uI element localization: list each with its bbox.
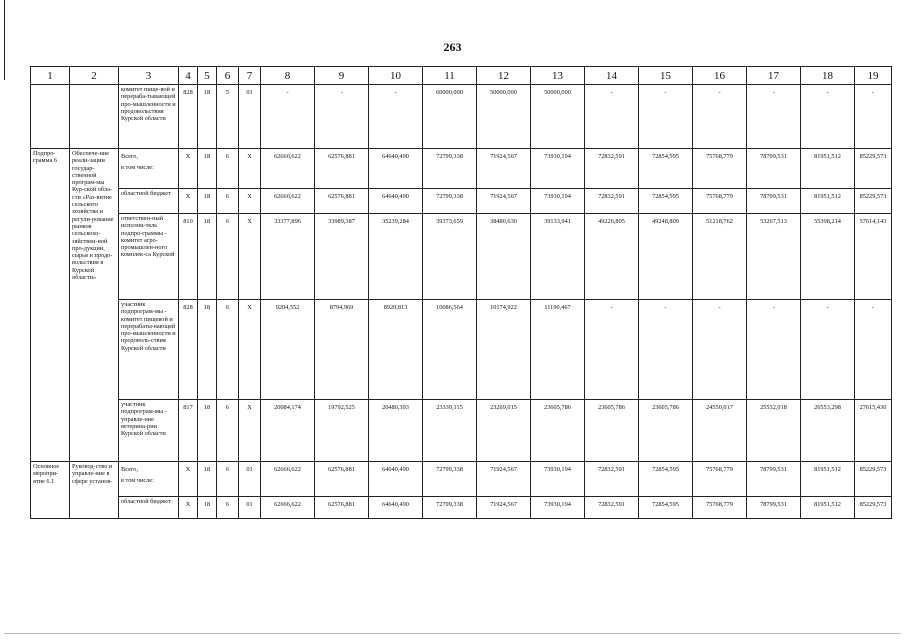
table-cell: комитет пище-вой и перераба-тывающей про-мышленности и продовольствия Курской области bbox=[119, 85, 179, 149]
table-cell: 828 bbox=[179, 85, 198, 149]
table-cell: 85229,573 bbox=[855, 189, 892, 214]
table-cell: 33989,387 bbox=[315, 214, 369, 300]
table-cell: 72854,595 bbox=[639, 462, 693, 497]
table-cell: 57614,143 bbox=[855, 214, 892, 300]
col-header-9: 9 bbox=[315, 67, 369, 85]
table-cell: 6 bbox=[217, 189, 239, 214]
table-cell: 8920,813 bbox=[369, 300, 423, 400]
table-cell: 72854,595 bbox=[639, 497, 693, 519]
table-cell: 20084,174 bbox=[261, 400, 315, 462]
col-header-18: 18 bbox=[801, 67, 855, 85]
table-cell: 62576,881 bbox=[315, 497, 369, 519]
table-cell: - bbox=[639, 300, 693, 400]
table-cell: 810 bbox=[179, 214, 198, 300]
table-cell: 72799,338 bbox=[423, 497, 477, 519]
table-cell: Обеспече-ние реали-зации государ-ственной програм-мы Кур-ской обла-сти «Раз-витие сельского хозяйства и регули-рование рынков сельскохо-зяйствен-ной про-дукции, сырья и продо-вольствия в Курской области» bbox=[70, 149, 119, 462]
col-header-10: 10 bbox=[369, 67, 423, 85]
table-cell: 23339,115 bbox=[423, 400, 477, 462]
total-label: Всего, bbox=[121, 153, 139, 160]
table-cell: 9204,552 bbox=[261, 300, 315, 400]
table-cell: - bbox=[369, 85, 423, 149]
col-header-12: 12 bbox=[477, 67, 531, 85]
table-cell: областной бюджет bbox=[119, 497, 179, 519]
table-cell: 75768,779 bbox=[693, 462, 747, 497]
table-cell: 72832,591 bbox=[585, 497, 639, 519]
col-header-8: 8 bbox=[261, 67, 315, 85]
table-cell: 62576,881 bbox=[315, 462, 369, 497]
table-cell: 78799,531 bbox=[747, 189, 801, 214]
table-cell: - bbox=[747, 300, 801, 400]
column-number-row bbox=[31, 67, 892, 85]
table-cell: X bbox=[179, 189, 198, 214]
table-row bbox=[31, 189, 892, 214]
col-header-3: 3 bbox=[119, 67, 179, 85]
table-cell: 73930,194 bbox=[531, 189, 585, 214]
table-cell: 62576,881 bbox=[315, 149, 369, 189]
table-cell: 50000,000 bbox=[531, 85, 585, 149]
including-label: в том числе: bbox=[121, 477, 154, 485]
table-cell: областной бюджет bbox=[119, 189, 179, 214]
table-cell: ответствен-ный исполни-тель подпро-граммы - комитет агро-промышлен-ного комплек-са Курской bbox=[119, 214, 179, 300]
table-cell: - bbox=[801, 85, 855, 149]
table-cell: 85229,573 bbox=[855, 149, 892, 189]
table-cell: 81951,512 bbox=[801, 189, 855, 214]
col-header-6: 6 bbox=[217, 67, 239, 85]
table-cell: 71924,567 bbox=[477, 497, 531, 519]
table-cell: 64640,490 bbox=[369, 462, 423, 497]
col-header-16: 16 bbox=[693, 67, 747, 85]
table-cell: 11190,467 bbox=[531, 300, 585, 400]
col-header-19: 19 bbox=[855, 67, 892, 85]
table-cell: 23605,786 bbox=[531, 400, 585, 462]
table-cell: - bbox=[261, 85, 315, 149]
table-cell: 6 bbox=[217, 497, 239, 519]
table-cell: 75768,779 bbox=[693, 189, 747, 214]
col-header-5: 5 bbox=[198, 67, 217, 85]
table-cell: 8794,969 bbox=[315, 300, 369, 400]
table-cell: 71924,567 bbox=[477, 462, 531, 497]
table-cell: 78799,531 bbox=[747, 462, 801, 497]
table-cell: 49248,809 bbox=[639, 214, 693, 300]
table-cell: 18 bbox=[198, 149, 217, 189]
table-cell: 73930,194 bbox=[531, 462, 585, 497]
table-cell: 01 bbox=[239, 85, 261, 149]
table-cell: 71924,567 bbox=[477, 149, 531, 189]
table-cell: 38480,630 bbox=[477, 214, 531, 300]
table-cell: 62666,622 bbox=[261, 149, 315, 189]
table-cell: 6 bbox=[217, 300, 239, 400]
table-cell: 85229,573 bbox=[855, 462, 892, 497]
table-cell: 20480,393 bbox=[369, 400, 423, 462]
table-cell: X bbox=[239, 214, 261, 300]
table-cell: 24550,017 bbox=[693, 400, 747, 462]
table-cell: 10086,564 bbox=[423, 300, 477, 400]
table-cell: 81951,512 bbox=[801, 462, 855, 497]
table-cell: 72799,338 bbox=[423, 149, 477, 189]
table-cell: Основное меропри-ятие 6.1 bbox=[31, 462, 70, 519]
table-cell: 62666,622 bbox=[261, 189, 315, 214]
table-cell: 72799,338 bbox=[423, 462, 477, 497]
table-cell: 55398,214 bbox=[801, 214, 855, 300]
table-cell: - bbox=[315, 85, 369, 149]
table-cell: 72799,338 bbox=[423, 189, 477, 214]
table-cell: 18 bbox=[198, 497, 217, 519]
table-row bbox=[31, 214, 892, 300]
table-cell: X bbox=[179, 462, 198, 497]
table-cell bbox=[119, 462, 179, 497]
table-cell: Подпро-грамма 6 bbox=[31, 149, 70, 462]
table-row bbox=[31, 300, 892, 400]
including-label: в том числе: bbox=[121, 164, 154, 172]
table-cell: 01 bbox=[239, 462, 261, 497]
col-header-11: 11 bbox=[423, 67, 477, 85]
table-cell bbox=[119, 149, 179, 189]
table-cell: 5 bbox=[217, 85, 239, 149]
table-cell: 81951,512 bbox=[801, 149, 855, 189]
table-cell: 23269,015 bbox=[477, 400, 531, 462]
table-row bbox=[31, 85, 892, 149]
table-cell: 64640,490 bbox=[369, 189, 423, 214]
table-cell: 39373,659 bbox=[423, 214, 477, 300]
table-cell: 53267,513 bbox=[747, 214, 801, 300]
table-row bbox=[31, 497, 892, 519]
col-header-14: 14 bbox=[585, 67, 639, 85]
col-header-7: 7 bbox=[239, 67, 261, 85]
table-cell: - bbox=[855, 85, 892, 149]
table-cell: 18 bbox=[198, 189, 217, 214]
table-row bbox=[31, 149, 892, 189]
table-row bbox=[31, 400, 892, 462]
table-cell: 75768,779 bbox=[693, 149, 747, 189]
table-cell: - bbox=[585, 300, 639, 400]
table-cell: 19792,525 bbox=[315, 400, 369, 462]
table-cell: 73930,194 bbox=[531, 497, 585, 519]
table-cell: 64640,490 bbox=[369, 149, 423, 189]
table-cell: 6 bbox=[217, 462, 239, 497]
col-header-1: 1 bbox=[31, 67, 70, 85]
table-cell: X bbox=[239, 149, 261, 189]
table-cell: Руковод-ство и управле-ние в сфере установ- bbox=[70, 462, 119, 519]
scan-artifact-line bbox=[4, 633, 901, 634]
table-cell: 35239,284 bbox=[369, 214, 423, 300]
col-header-2: 2 bbox=[70, 67, 119, 85]
table-cell: X bbox=[239, 300, 261, 400]
table-cell: 64640,490 bbox=[369, 497, 423, 519]
table-cell: X bbox=[239, 400, 261, 462]
table-cell: - bbox=[693, 300, 747, 400]
table-cell: 18 bbox=[198, 214, 217, 300]
table-cell: 75768,779 bbox=[693, 497, 747, 519]
table-cell: 23605,786 bbox=[639, 400, 693, 462]
table-cell: 18 bbox=[198, 462, 217, 497]
table-cell: 817 bbox=[179, 400, 198, 462]
table-cell: 78799,531 bbox=[747, 149, 801, 189]
table-cell: 6 bbox=[217, 149, 239, 189]
table-cell: 33377,896 bbox=[261, 214, 315, 300]
table-cell: 72832,591 bbox=[585, 462, 639, 497]
table-cell: 10174,922 bbox=[477, 300, 531, 400]
table-cell: - bbox=[693, 85, 747, 149]
col-header-17: 17 bbox=[747, 67, 801, 85]
table-cell: 23605,786 bbox=[585, 400, 639, 462]
table-cell bbox=[31, 85, 70, 149]
table-cell: 6 bbox=[217, 400, 239, 462]
table-cell: 72854,595 bbox=[639, 149, 693, 189]
table-cell: 51218,762 bbox=[693, 214, 747, 300]
table-cell: X bbox=[179, 497, 198, 519]
table-cell: 25532,018 bbox=[747, 400, 801, 462]
table-cell: 60000,000 bbox=[423, 85, 477, 149]
table-cell: 85229,573 bbox=[855, 497, 892, 519]
table-cell: 81951,512 bbox=[801, 497, 855, 519]
page-number: 263 bbox=[443, 40, 462, 54]
table-cell: 78799,531 bbox=[747, 497, 801, 519]
table-cell: участник подпрограм-мы - управле-ние ветерина-рии Курской области bbox=[119, 400, 179, 462]
table-cell: - bbox=[855, 300, 892, 400]
table-row bbox=[31, 462, 892, 497]
table-cell: 18 bbox=[198, 85, 217, 149]
table-cell bbox=[70, 85, 119, 149]
total-label: Всего, bbox=[121, 466, 139, 473]
col-header-15: 15 bbox=[639, 67, 693, 85]
table-cell: 62666,622 bbox=[261, 497, 315, 519]
table-cell: 72832,591 bbox=[585, 149, 639, 189]
table-cell: участник подпрограм-мы - комитет пищевой и перерабаты-вающей про-мышленности и продоволь-ствия Курской области bbox=[119, 300, 179, 400]
table-cell: 26553,298 bbox=[801, 400, 855, 462]
table-cell: X bbox=[179, 149, 198, 189]
table-cell: - bbox=[639, 85, 693, 149]
table-cell: 49226,805 bbox=[585, 214, 639, 300]
table-cell: 27615,430 bbox=[855, 400, 892, 462]
table-cell: 62666,622 bbox=[261, 462, 315, 497]
table-cell: - bbox=[585, 85, 639, 149]
table-cell: 72832,591 bbox=[585, 189, 639, 214]
table-cell: 71924,567 bbox=[477, 189, 531, 214]
table-cell: 39133,941 bbox=[531, 214, 585, 300]
table-cell: 62576,881 bbox=[315, 189, 369, 214]
table-cell: 73930,194 bbox=[531, 149, 585, 189]
table-cell: 01 bbox=[239, 497, 261, 519]
table-cell: - bbox=[747, 85, 801, 149]
table-cell: 828 bbox=[179, 300, 198, 400]
table-cell: 18 bbox=[198, 300, 217, 400]
table-cell: 72854,595 bbox=[639, 189, 693, 214]
col-header-13: 13 bbox=[531, 67, 585, 85]
table-cell: X bbox=[239, 189, 261, 214]
table-cell: 18 bbox=[198, 400, 217, 462]
table-cell: - bbox=[801, 300, 855, 400]
col-header-4: 4 bbox=[179, 67, 198, 85]
table-cell: 50000,000 bbox=[477, 85, 531, 149]
table-cell: 6 bbox=[217, 214, 239, 300]
budget-table bbox=[30, 66, 892, 519]
